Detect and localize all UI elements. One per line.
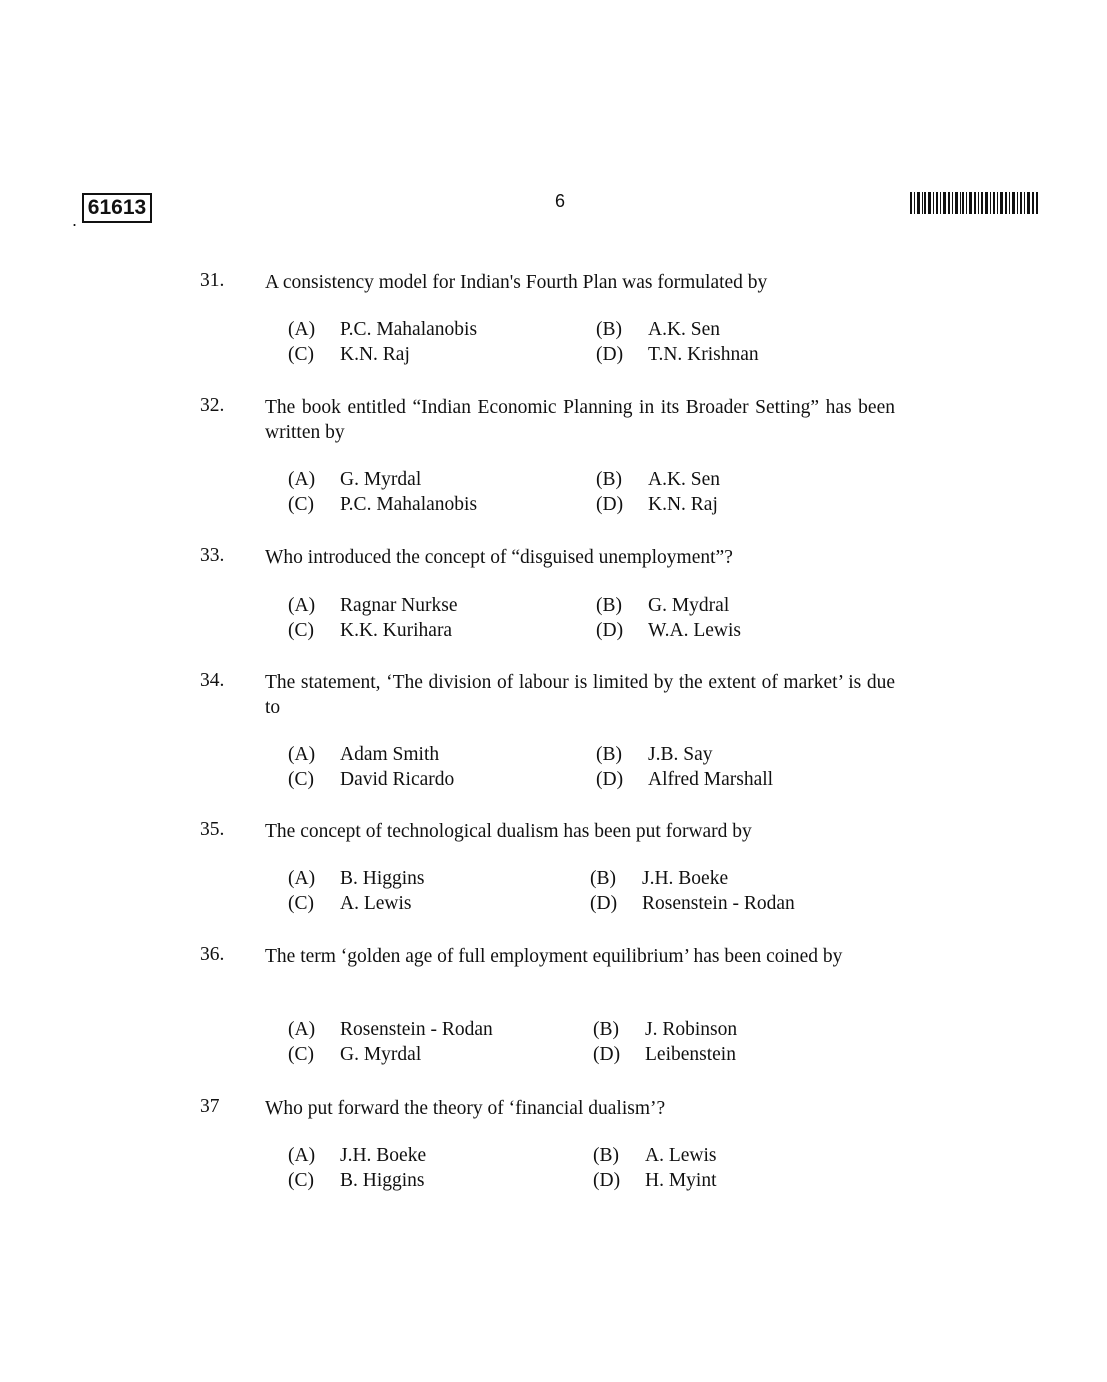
option-a <box>288 595 458 617</box>
option-b <box>596 595 729 617</box>
option-a <box>288 1019 493 1041</box>
option-text: A. Lewis <box>645 1145 717 1166</box>
option-text: W.A. Lewis <box>648 620 741 641</box>
option-a <box>288 1145 426 1167</box>
option-label: (D) <box>590 893 618 914</box>
question-stem: The statement, ‘The division of labour is limited by the extent of market’ is due to <box>265 672 895 718</box>
option-label: (D) <box>593 1044 621 1065</box>
question-stem: Who put forward the theory of ‘financial dualism’? <box>265 1098 666 1119</box>
option-a <box>288 744 439 766</box>
option-text: K.K. Kurihara <box>340 620 453 641</box>
option-text: G. Myrdal <box>340 1044 422 1065</box>
option-text: A. Lewis <box>340 893 412 914</box>
option-c <box>288 1044 421 1066</box>
option-c <box>288 1170 425 1192</box>
option-a <box>288 868 425 890</box>
barcode-icon <box>910 192 1040 214</box>
option-d <box>593 1170 717 1192</box>
page-number: 6 <box>554 191 565 211</box>
option-d <box>596 769 773 791</box>
option-label: (C) <box>288 494 314 515</box>
option-b <box>593 1019 737 1041</box>
option-label: (D) <box>593 1170 621 1191</box>
option-b <box>590 868 728 890</box>
code-dot: . <box>72 210 78 230</box>
question-number: 37 <box>200 1096 220 1117</box>
option-text: K.N. Raj <box>648 494 718 515</box>
option-label: (B) <box>590 868 616 889</box>
option-c <box>288 494 477 516</box>
option-label: (B) <box>596 319 622 340</box>
option-label: (C) <box>288 1170 314 1191</box>
option-b <box>596 744 712 766</box>
option-label: (A) <box>288 469 316 490</box>
question-stem: The book entitled “Indian Economic Planning in its Broader Setting” has been written by <box>265 397 895 443</box>
option-text: Ragnar Nurkse <box>340 595 458 616</box>
option-text: G. Mydral <box>648 595 730 616</box>
option-d <box>596 620 741 642</box>
question-number: 32. <box>200 395 225 416</box>
option-label: (C) <box>288 620 314 641</box>
option-label: (C) <box>288 344 314 365</box>
option-c <box>288 769 454 791</box>
option-label: (C) <box>288 1044 314 1065</box>
option-b <box>596 469 720 491</box>
option-a <box>288 469 421 491</box>
question-stem: The concept of technological dualism has been put forward by <box>265 821 752 842</box>
option-text: Adam Smith <box>340 744 440 765</box>
question-stem: The term ‘golden age of full employment equilibrium’ has been coined by <box>265 946 843 967</box>
option-label: (A) <box>288 1145 316 1166</box>
option-label: (C) <box>288 893 314 914</box>
question-number: 34. <box>200 670 225 691</box>
option-label: (A) <box>288 595 316 616</box>
option-text: G. Myrdal <box>340 469 422 490</box>
option-label: (A) <box>288 744 316 765</box>
option-label: (D) <box>596 494 624 515</box>
option-label: (D) <box>596 344 624 365</box>
option-label: (B) <box>596 469 622 490</box>
option-label: (A) <box>288 1019 316 1040</box>
option-text: J.H. Boeke <box>340 1145 427 1166</box>
option-label: (D) <box>596 769 624 790</box>
option-b <box>593 1145 717 1167</box>
option-label: (B) <box>596 595 622 616</box>
option-label: (B) <box>593 1145 619 1166</box>
question-number: 31. <box>200 270 225 291</box>
option-d <box>596 494 718 516</box>
option-text: Rosenstein - Rodan <box>642 893 795 914</box>
option-text: A.K. Sen <box>648 319 721 340</box>
question-stem: Who introduced the concept of “disguised unemployment”? <box>265 547 733 568</box>
option-text: A.K. Sen <box>648 469 721 490</box>
option-a <box>288 319 477 341</box>
question-number: 35. <box>200 819 225 840</box>
option-label: (B) <box>593 1019 619 1040</box>
paper-code: 61613 <box>82 193 152 223</box>
option-text: P.C. Mahalanobis <box>340 319 478 340</box>
option-d <box>590 893 795 915</box>
option-d <box>593 1044 736 1066</box>
option-text: Leibenstein <box>645 1044 736 1065</box>
question-number: 33. <box>200 545 225 566</box>
option-text: Alfred Marshall <box>648 769 774 790</box>
option-text: H. Myint <box>645 1170 717 1191</box>
option-text: B. Higgins <box>340 1170 425 1191</box>
option-text: B. Higgins <box>340 868 425 889</box>
option-text: J. Robinson <box>645 1019 738 1040</box>
option-c <box>288 620 452 642</box>
option-label: (A) <box>288 868 316 889</box>
option-label: (C) <box>288 769 314 790</box>
option-text: P.C. Mahalanobis <box>340 494 478 515</box>
option-d <box>596 344 759 366</box>
option-text: J.B. Say <box>648 744 713 765</box>
option-text: T.N. Krishnan <box>648 344 759 365</box>
option-b <box>596 319 720 341</box>
option-label: (D) <box>596 620 624 641</box>
option-c <box>288 893 412 915</box>
option-text: David Ricardo <box>340 769 455 790</box>
option-label: (A) <box>288 319 316 340</box>
question-stem: A consistency model for Indian's Fourth Plan was formulated by <box>265 272 768 293</box>
option-text: K.N. Raj <box>340 344 410 365</box>
question-number: 36. <box>200 944 225 965</box>
option-label: (B) <box>596 744 622 765</box>
option-text: J.H. Boeke <box>642 868 729 889</box>
option-text: Rosenstein - Rodan <box>340 1019 493 1040</box>
option-c <box>288 344 410 366</box>
